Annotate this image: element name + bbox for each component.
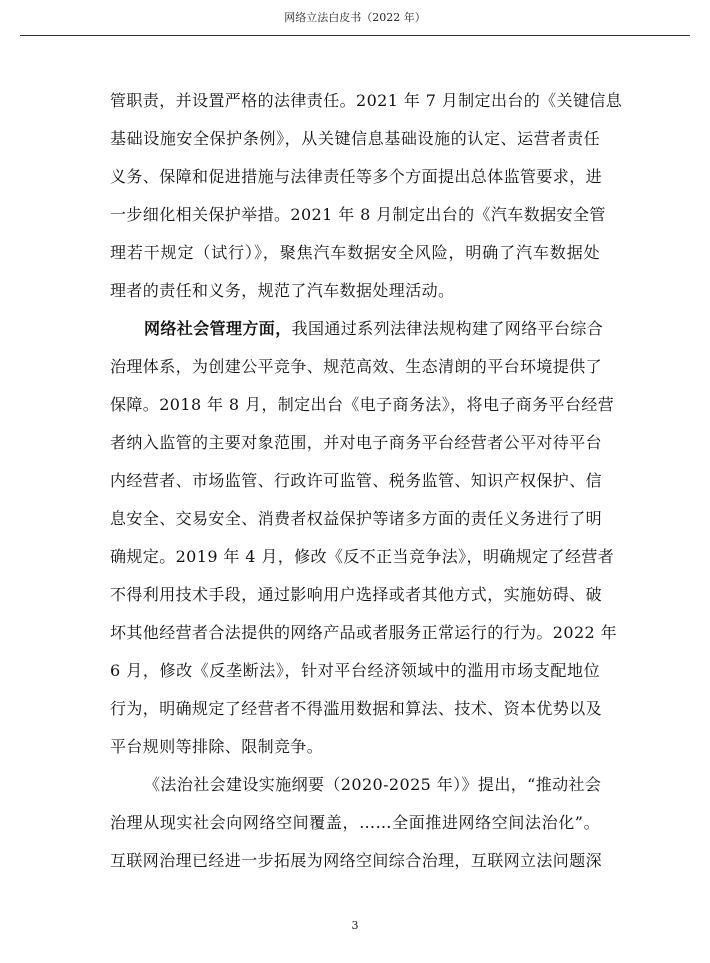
- text-line: 义务、保障和促进措施与法律责任等多个方面提出总体监管要求，进: [110, 167, 603, 186]
- text-line: 坏其他经营者合法提供的网络产品或者服务正常运行的行为。2022 年: [110, 623, 618, 642]
- text-line: 保障。2018 年 8 月，制定出台《电子商务法》，将电子商务平台经营: [110, 395, 615, 414]
- text-line: 理者的责任和义务，规范了汽车数据处理活动。: [110, 281, 455, 300]
- text-line: 《法治社会建设实施纲要（2020-2025 年）》提出，“推动社会: [144, 775, 602, 794]
- text-line: 治理体系，为创建公平竞争、规范高效、生态清朗的平台环境提供了: [110, 357, 603, 376]
- text-line: 基础设施安全保护条例》，从关键信息基础设施的认定、运营者责任: [110, 129, 600, 148]
- text-line: 理若干规定（试行）》，聚焦汽车数据安全风险，明确了汽车数据处: [110, 243, 600, 262]
- text-line: 一步细化相关保护举措。2021 年 8 月制定出台的《汽车数据安全管: [110, 205, 606, 224]
- paragraph: [110, 766, 603, 880]
- text-run: 我国通过系列法律法规构建了网络平台综合: [291, 319, 604, 338]
- text-line: 不得利用技术手段，通过影响用户选择或者其他方式，实施妨碍、破: [110, 585, 603, 604]
- running-header: 网络立法白皮书（2022 年）: [284, 11, 426, 24]
- text-line: 者纳入监管的主要对象范围，并对电子商务平台经营者公平对待平台: [110, 433, 603, 452]
- text-line: [110, 310, 604, 348]
- text-line: 互联网治理已经进一步拓展为网络空间综合治理，互联网立法问题深: [110, 851, 603, 870]
- header-rule: [20, 35, 690, 36]
- text-line: 治理从现实社会向网络空间覆盖，……全面推进网络空间法治化”。: [110, 813, 600, 832]
- text-line: 管职责，并设置严格的法律责任。2021 年 7 月制定出台的《关键信息: [110, 91, 623, 110]
- body-text: [110, 82, 623, 880]
- text-line: 平台规则等排除、限制竞争。: [110, 737, 324, 756]
- text-line: 6 月，修改《反垄断法》，针对平台经济领域中的滥用市场支配地位: [110, 661, 600, 680]
- paragraph: [110, 310, 618, 766]
- paragraph-lead: 网络社会管理方面，: [144, 319, 292, 338]
- text-line: 息安全、交易安全、消费者权益保护等诸多方面的责任义务进行了明: [110, 509, 603, 528]
- text-line: 内经营者、市场监管、行政许可监管、税务监管、知识产权保护、信: [110, 471, 603, 490]
- paragraph: [110, 82, 623, 310]
- text-line: 确规定。2019 年 4 月，修改《反不正当竞争法》，明确规定了经营者: [110, 547, 615, 566]
- page-number: 3: [351, 919, 359, 932]
- text-line: 行为，明确规定了经营者不得滥用数据和算法、技术、资本优势以及: [110, 699, 603, 718]
